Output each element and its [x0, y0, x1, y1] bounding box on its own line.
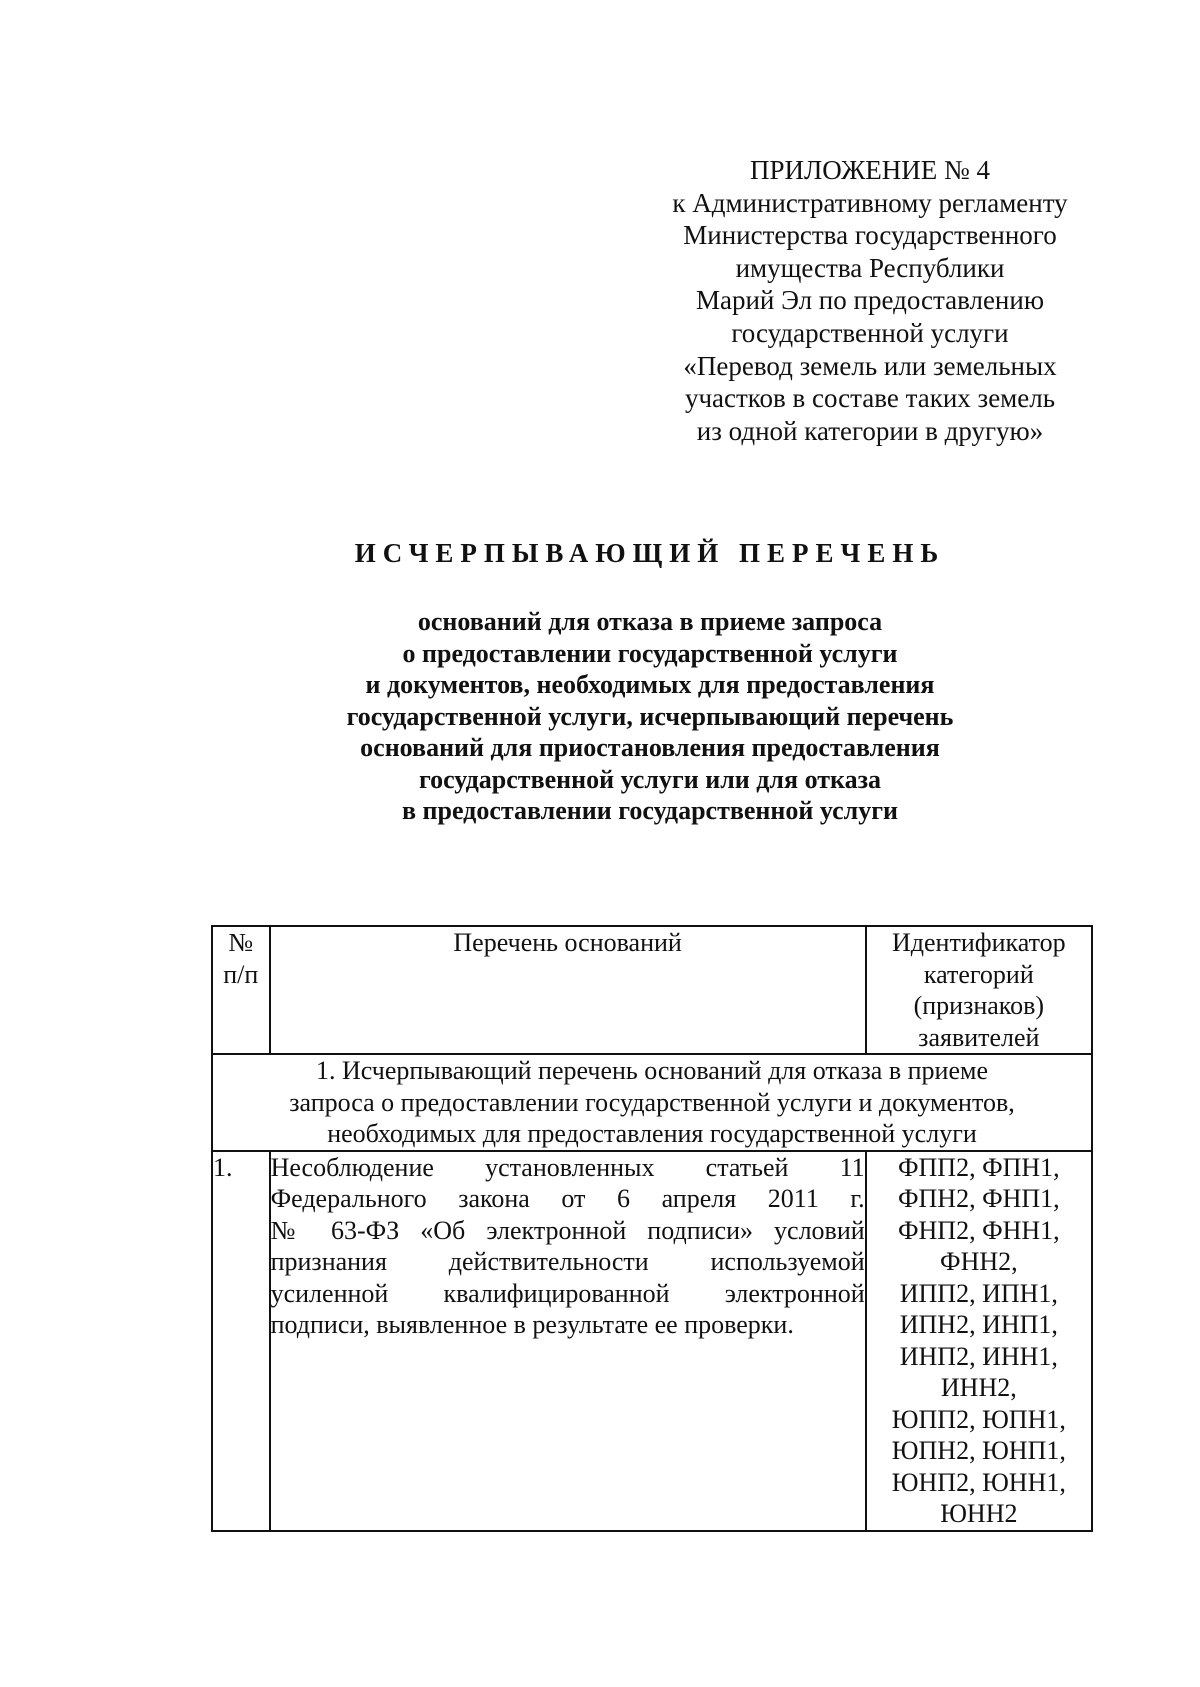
subtitle-line: и документов, необходимых для предоставления	[365, 670, 935, 699]
grounds-table	[211, 925, 1093, 1532]
subtitle-line: о предоставлении государственной услуги	[402, 638, 898, 668]
applicant-id-line: ФНН2,	[940, 1247, 1018, 1276]
appendix-line: «Перевод земель или земельных	[683, 350, 1057, 381]
applicant-id-line: ИПН2, ИНП1,	[899, 1310, 1058, 1339]
applicant-id-line: ЮПН2, ЮНП1,	[891, 1436, 1066, 1465]
applicant-id-line: ЮНП2, ЮНН1,	[891, 1467, 1066, 1497]
applicant-id-line: ФНП2, ФНН1,	[897, 1215, 1060, 1245]
header-id-line: заявителей	[918, 1022, 1040, 1052]
appendix-line: ПРИЛОЖЕНИЕ № 4	[749, 155, 991, 185]
appendix-line: к Административному регламенту	[672, 187, 1068, 218]
applicant-id-line: ЮНН2	[940, 1499, 1018, 1528]
section-line: 1. Исчерпывающий перечень оснований для отказа в приеме	[315, 1056, 988, 1085]
applicant-id-line: ИНП2, ИНН1,	[899, 1341, 1058, 1371]
subtitle-line: оснований для отказа в приеме запроса	[417, 607, 883, 636]
table-row	[212, 1151, 1092, 1531]
header-id-line: категорий	[923, 959, 1034, 989]
row-applicant-ids	[866, 1151, 1092, 1531]
applicant-id-line: ИНН2,	[940, 1373, 1017, 1402]
ground-text-line: № 63-ФЗ «Об электронной подписи» условий	[270, 1215, 865, 1245]
header-number	[212, 926, 270, 1054]
section-heading	[212, 1054, 1092, 1151]
header-applicant-id	[866, 926, 1092, 1054]
appendix-line: государственной услуги	[731, 317, 1009, 348]
table-header-row	[212, 926, 1092, 1054]
subtitle-line: государственной услуги, исчерпывающий перечень	[346, 701, 954, 731]
subtitle-line: оснований для приостановления предоставления	[360, 733, 940, 762]
section-line: запроса о предоставлении государственной услуги и документов,	[289, 1087, 1015, 1117]
ground-text-line: усиленной квалифицированной электронной	[270, 1278, 865, 1308]
applicant-id-line: ФПП2, ФПН1,	[897, 1152, 1060, 1182]
document-subtitle	[260, 606, 1040, 827]
applicant-id-line: ФПН2, ФНП1,	[897, 1184, 1060, 1213]
ground-text-line: признания действительности используемой	[270, 1247, 865, 1276]
ground-text-line: подписи, выявленное в результате ее проверки.	[270, 1310, 794, 1339]
header-id-line: Идентификатор	[892, 928, 1066, 957]
section-row	[212, 1054, 1092, 1151]
appendix-line: участков в составе таких земель	[684, 383, 1056, 414]
ground-text-line: Несоблюдение установленных статьей 11	[270, 1152, 865, 1182]
subtitle-line: государственной услуги или для отказа	[418, 764, 882, 794]
appendix-line: из одной категории в другую»	[696, 415, 1044, 446]
applicant-id-line: ИПП2, ИПН1,	[899, 1278, 1058, 1308]
applicant-id-line: ЮПП2, ЮПН1,	[891, 1404, 1066, 1434]
header-grounds-list: Перечень оснований	[270, 926, 866, 1054]
appendix-line: Марий Эл по предоставлению	[695, 285, 1045, 316]
document-title: ИСЧЕРПЫВАЮЩИЙ ПЕРЕЧЕНЬ	[354, 538, 946, 568]
header-id-line: (признаков)	[913, 991, 1045, 1020]
appendix-header	[640, 154, 1100, 447]
appendix-line: Министерства государственного	[683, 220, 1057, 251]
row-number: 1.	[212, 1151, 270, 1531]
header-number-line: п/п	[223, 959, 259, 989]
ground-text-line: Федерального закона от 6 апреля 2011 г.	[270, 1184, 865, 1213]
section-line: необходимых для предоставления государственной услуги	[327, 1119, 977, 1148]
subtitle-line: в предоставлении государственной услуги	[401, 796, 898, 825]
appendix-line: имущества Республики	[735, 252, 1005, 283]
header-number-line: №	[228, 928, 254, 957]
row-ground-text	[270, 1151, 866, 1531]
